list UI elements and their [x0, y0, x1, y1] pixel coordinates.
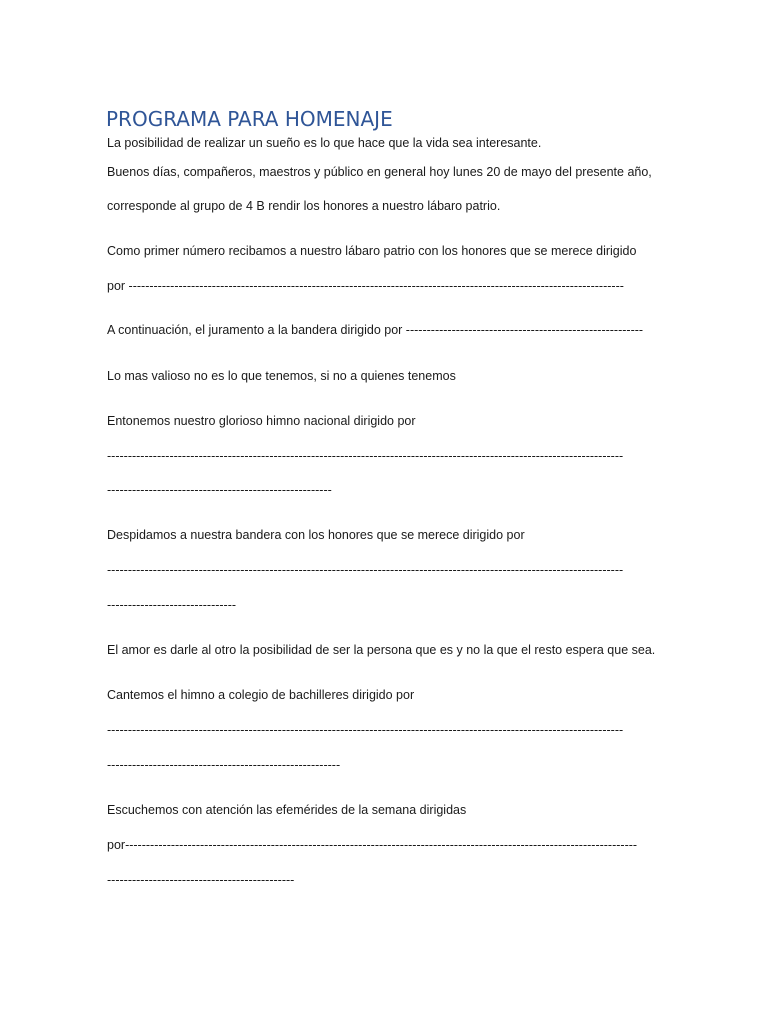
farewell-blank-1: ---------------------------------------------------------------------------------------------------------------------------- [107, 563, 624, 577]
page-title: PROGRAMA PARA HOMENAJE [106, 107, 393, 131]
anthem-blank-2: ------------------------------------------------------ [107, 483, 332, 497]
farewell-blank-2: ------------------------------- [107, 598, 237, 612]
school-anthem-line: Cantemos el himno a colegio de bachilleres dirigido por [107, 688, 415, 702]
first-number-line: Como primer número recibamos a nuestro lábaro patrio con los honores que se merece dirigido [107, 244, 637, 258]
love-quote-line: El amor es darle al otro la posibilidad de ser la persona que es y no la que el resto espera que sea. [107, 643, 656, 657]
quote-line: Lo mas valioso no es lo que tenemos, si no a quienes tenemos [107, 369, 456, 383]
school-anthem-blank-1: ---------------------------------------------------------------------------------------------------------------------------- [107, 723, 624, 737]
first-number-blank: por ----------------------------------------------------------------------------------------------------------------------- [107, 279, 624, 293]
ephemeris-line: Escuchemos con atención las efemérides de la semana dirigidas [107, 803, 467, 817]
oath-line: A continuación, el juramento a la bandera dirigido por --------------------------------------------------------- [107, 323, 644, 337]
anthem-blank-1: ---------------------------------------------------------------------------------------------------------------------------- [107, 449, 624, 463]
greeting-line-1: Buenos días, compañeros, maestros y público en general hoy lunes 20 de mayo del presente año, [107, 165, 652, 179]
school-anthem-blank-2: -------------------------------------------------------- [107, 758, 341, 772]
ephemeris-blank-1: por--------------------------------------------------------------------------------------------------------------------------- [107, 838, 638, 852]
ephemeris-blank-2: --------------------------------------------- [107, 873, 295, 887]
greeting-line-2: corresponde al grupo de 4 B rendir los honores a nuestro lábaro patrio. [107, 199, 501, 213]
farewell-line: Despidamos a nuestra bandera con los honores que se merece dirigido por [107, 528, 525, 542]
intro-quote: La posibilidad de realizar un sueño es lo que hace que la vida sea interesante. [107, 136, 542, 150]
anthem-line: Entonemos nuestro glorioso himno nacional dirigido por [107, 414, 416, 428]
